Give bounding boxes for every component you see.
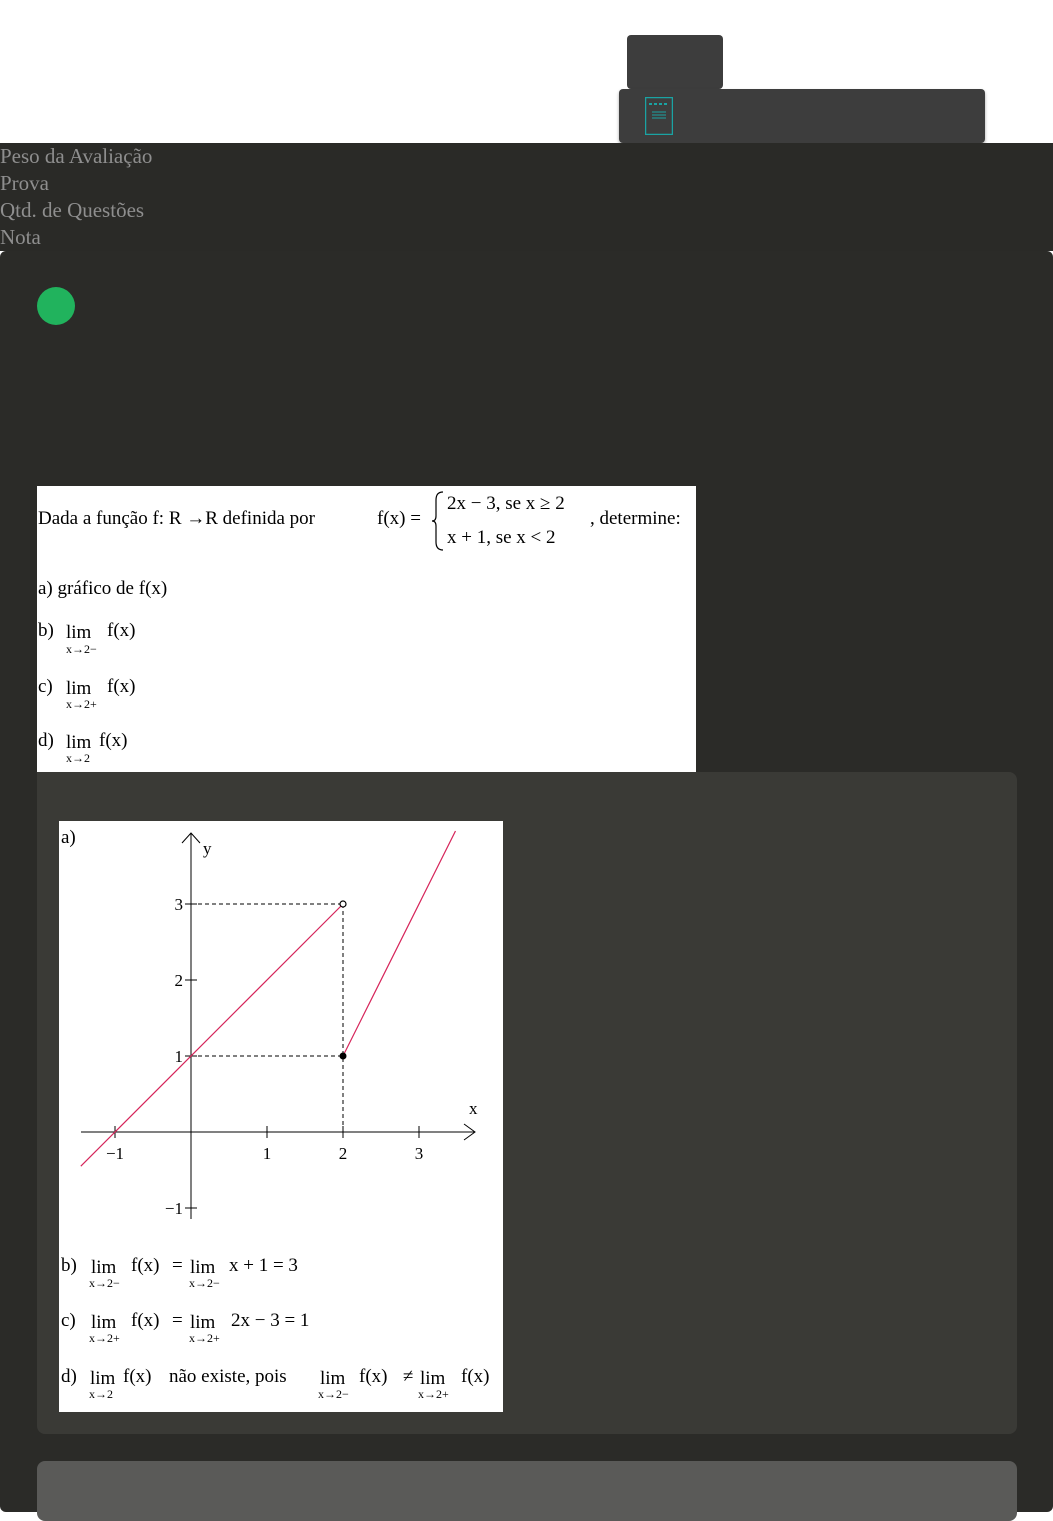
series-line-0 — [81, 904, 343, 1166]
case-one: 2x − 3, se x ≥ 2 — [447, 493, 565, 514]
item-b-lim: lim — [66, 622, 92, 643]
answer-c-result: 2x − 3 = 1 — [231, 1310, 310, 1331]
determine-text: , determine: — [590, 508, 681, 529]
item-d-fx: f(x) — [99, 730, 128, 751]
series-line-1 — [343, 831, 455, 1056]
answer-b-lim: lim — [91, 1257, 117, 1278]
answer-d-sub3: x→2+ — [418, 1387, 449, 1401]
answer-d-text: não existe, pois — [169, 1366, 287, 1387]
top-tab[interactable] — [627, 35, 723, 89]
next-answer-panel — [37, 1461, 1017, 1521]
question-intro: Dada a função f: R →R definida por — [38, 508, 315, 529]
grade-label: Nota — [0, 225, 41, 249]
answer-a-label: a) — [61, 827, 76, 848]
brace-icon — [431, 490, 445, 552]
x-axis-label: x — [469, 1099, 478, 1118]
weight-label: Peso da Avaliação — [0, 144, 153, 168]
y-tick-label-1: 1 — [174, 1047, 183, 1066]
answer-c-eq: = — [172, 1310, 183, 1331]
item-c-fx: f(x) — [107, 676, 136, 697]
answer-image — [59, 821, 503, 1412]
answer-c-fx: f(x) — [131, 1310, 160, 1331]
item-c-sub: x→2+ — [66, 697, 97, 711]
y-tick-label-0: −1 — [164, 1199, 183, 1218]
item-d-sub: x→2 — [66, 751, 90, 765]
y-tick-label-2: 2 — [174, 971, 183, 990]
answer-c-lim2: lim — [190, 1312, 216, 1333]
x-tick-label-1: 1 — [262, 1144, 272, 1163]
answer-b-sub: x→2− — [89, 1276, 120, 1290]
exam-label: Prova — [0, 171, 49, 195]
x-tick-label-0: −1 — [105, 1144, 125, 1163]
y-axis-label: y — [203, 839, 212, 858]
answer-d-neq: ≠ — [403, 1366, 414, 1387]
answer-b-eq: = — [172, 1255, 183, 1276]
item-b-sub: x→2− — [66, 642, 97, 656]
answer-d-prefix: d) — [61, 1366, 77, 1387]
answer-c-lim: lim — [91, 1312, 117, 1333]
answer-b-sub2: x→2− — [189, 1276, 220, 1290]
answer-d-sub2: x→2− — [318, 1387, 349, 1401]
answer-d-lim3: lim — [420, 1368, 446, 1389]
x-tick-label-3: 3 — [414, 1144, 424, 1163]
questions-count-label: Qtd. de Questões — [0, 198, 145, 222]
item-d-prefix: d) — [38, 730, 54, 751]
answer-b-prefix: b) — [61, 1255, 77, 1276]
y-tick-label-3: 3 — [174, 895, 183, 914]
item-b-prefix: b) — [38, 620, 54, 641]
function-name: f(x) = — [377, 508, 421, 529]
closed-point-marker — [340, 1053, 347, 1060]
answer-b-result: x + 1 = 3 — [229, 1255, 298, 1276]
answer-c-sub: x→2+ — [89, 1331, 120, 1345]
item-c-lim: lim — [66, 678, 92, 699]
exam-info — [0, 143, 1053, 251]
document-icon[interactable] — [645, 97, 673, 135]
function-graph — [59, 821, 503, 1241]
x-tick-label-2: 2 — [338, 1144, 348, 1163]
case-two: x + 1, se x < 2 — [447, 527, 556, 548]
item-d-lim: lim — [66, 732, 92, 753]
item-a: a) gráfico de f(x) — [38, 578, 168, 599]
status-indicator — [37, 287, 75, 325]
item-c-prefix: c) — [38, 676, 53, 697]
item-b-fx: f(x) — [107, 620, 136, 641]
answer-d-sub: x→2 — [89, 1387, 113, 1401]
question-statement — [37, 486, 696, 772]
answer-b-fx: f(x) — [131, 1255, 160, 1276]
top-toolbar — [619, 89, 985, 143]
answer-d-fx: f(x) — [123, 1366, 152, 1387]
answer-c-sub2: x→2+ — [189, 1331, 220, 1345]
answer-d-lim: lim — [90, 1368, 116, 1389]
answer-b-lim2: lim — [190, 1257, 216, 1278]
answer-c-prefix: c) — [61, 1310, 76, 1331]
open-point-marker — [340, 901, 346, 907]
answer-d-fx2: f(x) — [359, 1366, 388, 1387]
answer-d-lim2: lim — [320, 1368, 346, 1389]
answer-d-fx3: f(x) — [461, 1366, 490, 1387]
